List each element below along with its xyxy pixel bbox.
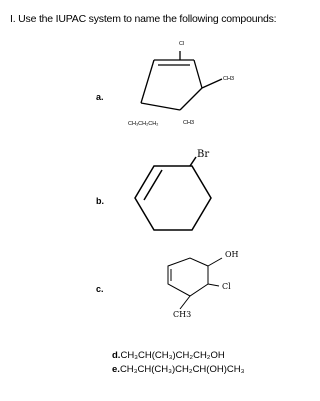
ring-c-hexagon	[168, 258, 208, 296]
ring-c-cl-bond	[208, 284, 219, 286]
item-a-ch3-bottom-label: CH3	[183, 120, 195, 126]
ring-c-ch3-bond	[180, 296, 190, 309]
item-c-oh-label: OH	[225, 250, 239, 259]
item-a-ch3-right-label: CH3	[223, 76, 235, 82]
item-a-label: a.	[96, 92, 104, 102]
item-d-formula: CH₃CH(CH₃)CH₂CH₂OH	[120, 350, 225, 361]
item-d-label: d.	[112, 350, 121, 361]
item-b-label: b.	[96, 196, 104, 206]
item-e-row	[112, 364, 244, 375]
item-e-formula: CH₃CH(CH₃)CH₂CH(OH)CH₃	[119, 364, 245, 375]
instruction-text: I. Use the IUPAC system to name the following compounds:	[10, 13, 277, 25]
item-d-row	[112, 350, 225, 361]
item-a-cl-label: Cl	[179, 41, 185, 47]
item-b-br-label: Br	[197, 149, 210, 160]
ring-c-oh-bond	[208, 258, 222, 266]
item-c-cl-label: Cl	[222, 282, 231, 291]
item-e-label: e.	[112, 364, 120, 375]
item-c-label: c.	[96, 284, 104, 294]
item-c-ch3-label: CH3	[173, 310, 192, 319]
item-a-propyl-label: CH₃CH₂CH₂	[128, 121, 159, 127]
